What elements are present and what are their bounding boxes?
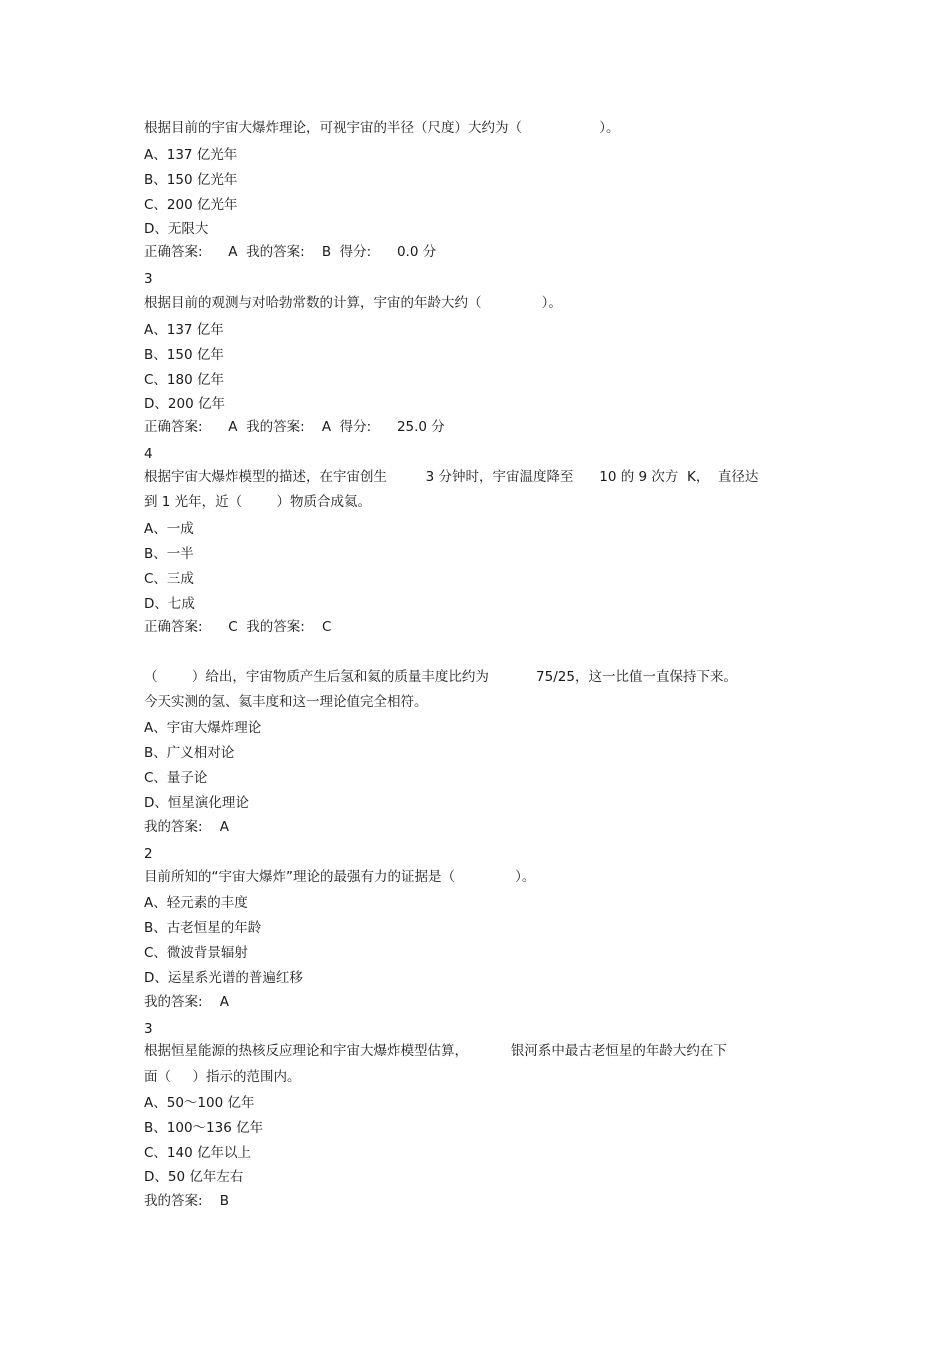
q2-option-d: D、200 亿年 [144,396,225,412]
q4-stem-line2: 今天实测的氢、氦丰度和这一理论值完全相符。 [144,694,428,710]
q2-answer-line: 正确答案: A 我的答案: A 得分: 25.0 分 [144,419,445,435]
q6-option-a: A、50～100 亿年 [144,1095,255,1111]
q2-number: 3 [144,271,153,287]
q6-stem-line1: 根据恒星能源的热核反应理论和宇宙大爆炸模型估算， 银河系中最古老恒星的年龄大约在下 [144,1043,727,1059]
q4-option-a: A、宇宙大爆炸理论 [144,720,262,736]
q2-stem: 根据目前的观测与对哈勃常数的计算，宇宙的年龄大约（ ）。 [144,295,562,311]
q5-option-b: B、古老恒星的年龄 [144,920,262,936]
q4-option-c: C、量子论 [144,770,208,786]
q4-answer-line: 我的答案: A [144,819,229,835]
q6-answer-line: 我的答案: B [144,1193,229,1209]
q1-option-c: C、200 亿光年 [144,197,238,213]
q2-option-a: A、137 亿年 [144,322,224,338]
q1-option-d: D、无限大 [144,221,209,237]
q2-option-c: C、180 亿年 [144,372,224,388]
q5-stem: 目前所知的“宇宙大爆炸”理论的最强有力的证据是（ ）。 [144,869,536,885]
q2-option-b: B、150 亿年 [144,347,224,363]
q5-option-c: C、微波背景辐射 [144,945,248,961]
q4-stem-line1: （ ）给出，宇宙物质产生后氢和氦的质量丰度比约为 75/25，这一比值一直保持下来。 [144,669,737,685]
q6-option-b: B、100～136 亿年 [144,1120,264,1136]
q5-option-a: A、轻元素的丰度 [144,895,248,911]
q6-option-d: D、50 亿年左右 [144,1169,244,1185]
q3-stem-line2: 到 1 光年，近（ ）物质合成氦。 [144,494,372,510]
q5-answer-line: 我的答案: A [144,994,229,1010]
q3-number: 4 [144,446,153,462]
q3-answer-line: 正确答案: C 我的答案: C [144,619,332,635]
q5-option-d: D、运星系光谱的普遍红移 [144,970,303,986]
q4-option-d: D、恒星演化理论 [144,795,249,811]
q3-option-c: C、三成 [144,571,194,587]
q1-option-b: B、150 亿光年 [144,172,238,188]
q6-number: 3 [144,1021,153,1037]
q1-option-a: A、137 亿光年 [144,147,238,163]
q1-answer-line: 正确答案: A 我的答案: B 得分: 0.0 分 [144,244,437,260]
q5-number: 2 [144,846,153,862]
q6-stem-line2: 面（ ）指示的范围内。 [144,1069,301,1085]
q3-stem-line1: 根据宇宙大爆炸模型的描述，在宇宙创生 3 分钟时，宇宙温度降至 10 的 9 次方 K， 直径达 [144,469,759,485]
q6-option-c: C、140 亿年以上 [144,1145,251,1161]
q3-option-d: D、七成 [144,596,195,612]
q1-stem: 根据目前的宇宙大爆炸理论，可视宇宙的半径（尺度）大约为（ ）。 [144,120,620,136]
q4-option-b: B、广义相对论 [144,745,235,761]
q3-option-b: B、一半 [144,546,194,562]
q3-option-a: A、一成 [144,521,194,537]
